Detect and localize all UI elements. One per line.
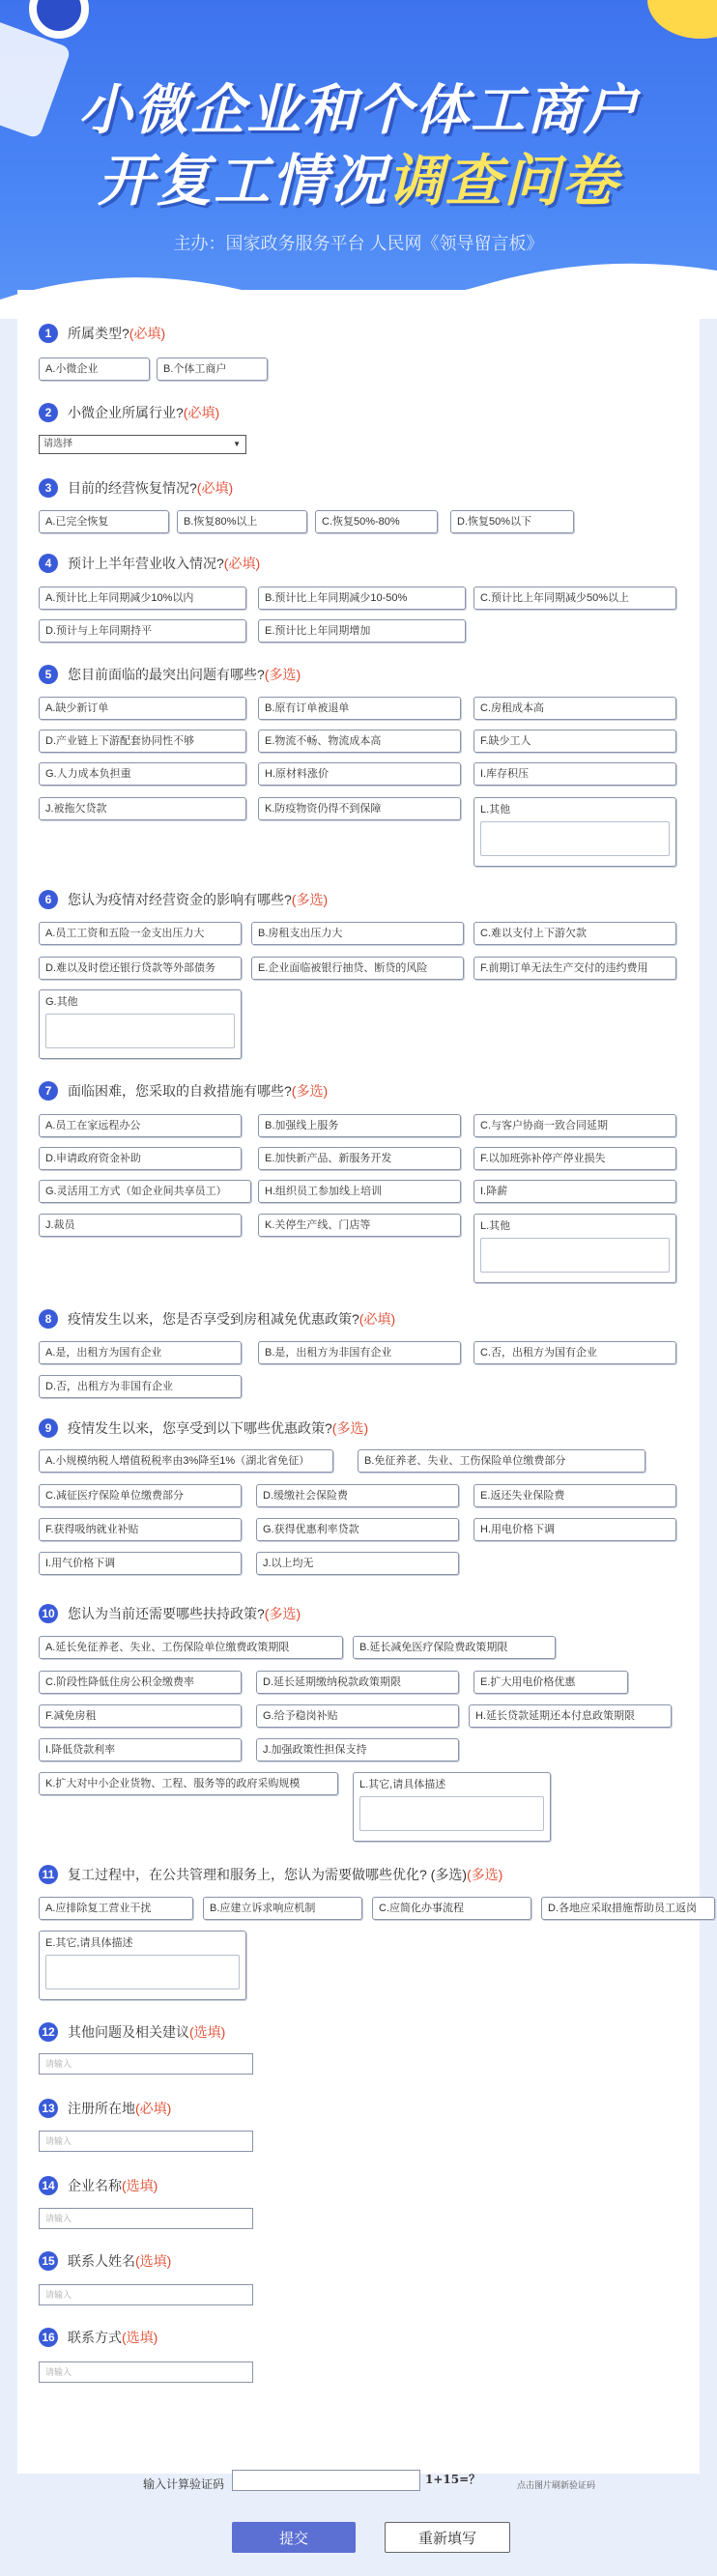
question-16 — [39, 2327, 158, 2348]
industry-select[interactable] — [39, 435, 246, 454]
question-title: 您目前面临的最突出问题有哪些? — [68, 667, 265, 682]
other-textarea[interactable] — [359, 1796, 544, 1831]
header-banner — [0, 0, 717, 319]
option[interactable]: C.房租成本高 — [473, 697, 676, 720]
option[interactable]: B.免征养老、失业、工伤保险单位缴费部分 — [358, 1449, 645, 1473]
option[interactable]: I.降薪 — [473, 1180, 676, 1203]
option[interactable]: G.灵活用工方式（如企业间共享员工） — [39, 1180, 251, 1203]
captcha-input[interactable] — [232, 2470, 420, 2491]
question-15 — [39, 2250, 171, 2272]
option[interactable]: J.裁员 — [39, 1214, 242, 1237]
option[interactable]: G.人力成本负担重 — [39, 762, 246, 786]
option[interactable]: C.预计比上年同期减少50%以上 — [473, 587, 676, 610]
question-tag: (多选) — [291, 1083, 329, 1099]
option[interactable]: K.关停生产线、门店等 — [258, 1214, 461, 1237]
question-number: 6 — [39, 890, 58, 909]
option[interactable]: E.返还失业保险费 — [473, 1484, 676, 1507]
option[interactable]: F.获得吸纳就业补贴 — [39, 1518, 242, 1541]
option[interactable]: I.降低贷款利率 — [39, 1738, 242, 1761]
option[interactable]: A.员工在家远程办公 — [39, 1114, 242, 1137]
question-tag: (选填) — [122, 2330, 158, 2345]
option[interactable]: B.应建立诉求响应机制 — [203, 1897, 362, 1920]
option[interactable]: D.申请政府资金补助 — [39, 1147, 242, 1170]
option-other-label: G.其他 — [45, 996, 78, 1008]
option[interactable]: B.加强线上服务 — [258, 1114, 461, 1137]
option[interactable]: D.各地应采取措施帮助员工返岗 — [541, 1897, 715, 1920]
option[interactable]: D.难以及时偿还银行贷款等外部债务 — [39, 957, 242, 980]
option[interactable]: G.获得优惠利率贷款 — [256, 1518, 459, 1541]
question-9 — [39, 1417, 368, 1439]
question-tag: (必填) — [129, 326, 166, 341]
option[interactable]: C.减征医疗保险单位缴费部分 — [39, 1484, 242, 1507]
question-tag: (多选) — [291, 892, 329, 907]
option[interactable]: B.恢复80%以上 — [177, 510, 307, 533]
option[interactable]: F.前期订单无法生产交付的违约费用 — [473, 957, 676, 980]
option-other-label: E.其它,请具体描述 — [45, 1937, 133, 1949]
question-tag: (必填) — [135, 2101, 172, 2116]
question-1 — [39, 323, 165, 344]
question-title: 小微企业所属行业? — [68, 405, 184, 420]
option[interactable]: D.恢复50%以下 — [450, 510, 574, 533]
question-number: 11 — [39, 1865, 58, 1884]
submit-button[interactable]: 提交 — [232, 2522, 356, 2553]
option-other-label: L.其他 — [480, 1220, 511, 1232]
question-tag: (选填) — [122, 2178, 158, 2193]
option[interactable]: F.缺少工人 — [473, 730, 676, 753]
suggestions-input[interactable]: 请输入 — [39, 2053, 253, 2075]
question-4 — [39, 553, 260, 574]
question-tag: (必填) — [196, 480, 234, 496]
option[interactable]: J.被拖欠贷款 — [39, 797, 246, 820]
question-11 — [39, 1864, 502, 1885]
option[interactable]: G.给予稳岗补贴 — [256, 1704, 459, 1728]
reset-button[interactable]: 重新填写 — [385, 2522, 510, 2553]
option[interactable]: A.延长免征养老、失业、工伤保险单位缴费政策期限 — [39, 1636, 343, 1659]
option[interactable]: D.否，出租方为非国有企业 — [39, 1375, 242, 1398]
option[interactable]: B.预计比上年同期减少10-50% — [258, 587, 466, 610]
option[interactable]: H.延长贷款延期还本付息政策期限 — [469, 1704, 672, 1728]
option[interactable]: C.阶段性降低住房公积金缴费率 — [39, 1671, 242, 1694]
option[interactable]: C.否，出租方为国有企业 — [473, 1341, 676, 1364]
question-tag: (多选) — [331, 1420, 369, 1436]
question-number: 12 — [39, 2022, 58, 2042]
question-6 — [39, 889, 328, 910]
question-10 — [39, 1603, 301, 1624]
select-value: 请选择 — [43, 439, 72, 449]
question-title: 注册所在地 — [68, 2101, 135, 2116]
question-tag: (必填) — [183, 405, 220, 420]
option[interactable]: D.产业链上下游配套协同性不够 — [39, 730, 246, 753]
question-tag: (多选) — [264, 1606, 301, 1621]
option[interactable]: A.员工工资和五险一金支出压力大 — [39, 922, 242, 945]
question-8 — [39, 1308, 395, 1330]
page-title-line1: 小微企业和个体工商户 — [78, 79, 639, 142]
option[interactable]: B.原有订单被退单 — [258, 697, 461, 720]
question-3 — [39, 477, 233, 499]
option[interactable]: I.用气价格下调 — [39, 1552, 242, 1575]
question-5 — [39, 664, 301, 685]
magnifier-icon — [29, 0, 89, 39]
option-other[interactable] — [39, 989, 242, 1059]
location-input[interactable]: 请输入 — [39, 2131, 253, 2152]
option[interactable]: A.应排除复工营业干扰 — [39, 1897, 193, 1920]
option[interactable]: E.加快新产品、新服务开发 — [258, 1147, 461, 1170]
option[interactable]: K.防疫物资仍得不到保障 — [258, 797, 461, 820]
option[interactable]: A.小微企业 — [39, 358, 150, 381]
other-textarea[interactable] — [45, 1955, 240, 1989]
title-part-a: 开复工情况 — [97, 148, 387, 214]
option-other[interactable] — [39, 1931, 246, 2000]
other-textarea[interactable] — [480, 1238, 670, 1273]
other-textarea[interactable] — [45, 1014, 235, 1048]
question-13 — [39, 2098, 171, 2119]
question-12 — [39, 2021, 225, 2043]
question-number: 5 — [39, 665, 58, 684]
question-number: 4 — [39, 554, 58, 573]
option[interactable]: B.是，出租方为非国有企业 — [258, 1341, 461, 1364]
question-tag: (多选) — [467, 1867, 503, 1882]
question-title: 面临困难，您采取的自救措施有哪些? — [68, 1083, 292, 1099]
company-name-input[interactable]: 请输入 — [39, 2208, 253, 2229]
option[interactable]: E.企业面临被银行抽贷、断贷的风险 — [251, 957, 464, 980]
captcha-image[interactable]: 1+15=？ — [425, 2473, 481, 2486]
question-title: 联系人姓名 — [68, 2253, 135, 2269]
question-title: 目前的经营恢复情况? — [68, 480, 197, 496]
question-number: 15 — [39, 2251, 58, 2271]
question-tag: (必填) — [223, 556, 261, 571]
option[interactable]: A.小规模纳税人增值税税率由3%降至1%（湖北省免征） — [39, 1449, 333, 1473]
decor-yellow-circle — [647, 0, 717, 39]
question-number: 10 — [39, 1604, 58, 1623]
question-number: 14 — [39, 2176, 58, 2195]
option-other[interactable] — [353, 1772, 551, 1842]
option[interactable]: H.组织员工参加线上培训 — [258, 1180, 461, 1203]
option[interactable]: B.房租支出压力大 — [251, 922, 464, 945]
question-title: 您认为当前还需要哪些扶持政策? — [68, 1606, 265, 1621]
option[interactable]: A.是，出租方为国有企业 — [39, 1341, 242, 1364]
question-number: 9 — [39, 1418, 58, 1438]
option[interactable]: E.物流不畅、物流成本高 — [258, 730, 461, 753]
question-tag: (多选) — [264, 667, 301, 682]
contact-name-input[interactable]: 请输入 — [39, 2284, 253, 2305]
option-other[interactable] — [473, 797, 676, 867]
question-number: 7 — [39, 1081, 58, 1101]
question-2 — [39, 402, 219, 423]
page-title-line2 — [0, 135, 717, 216]
captcha-label: 输入计算验证码 — [143, 2477, 225, 2491]
option[interactable]: C.应简化办事流程 — [372, 1897, 531, 1920]
option[interactable]: I.库存积压 — [473, 762, 676, 786]
option[interactable]: A.预计比上年同期减少10%以内 — [39, 587, 246, 610]
question-7 — [39, 1080, 328, 1102]
question-number: 8 — [39, 1309, 58, 1329]
option[interactable]: C.难以支付上下游欠款 — [473, 922, 676, 945]
option[interactable]: J.加强政策性担保支持 — [256, 1738, 459, 1761]
option[interactable]: F.减免房租 — [39, 1704, 242, 1728]
question-title: 疫情发生以来，您是否享受到房租减免优惠政策? — [68, 1311, 359, 1327]
question-title: 联系方式 — [68, 2330, 122, 2345]
option[interactable]: C.与客户协商一致合同延期 — [473, 1114, 676, 1137]
question-title: 预计上半年营业收入情况? — [68, 556, 224, 571]
option[interactable]: E.预计比上年同期增加 — [258, 619, 466, 643]
chevron-down-icon: ▼ — [233, 440, 241, 448]
option[interactable]: J.以上均无 — [256, 1552, 459, 1575]
question-number: 2 — [39, 403, 58, 422]
question-number: 13 — [39, 2099, 58, 2118]
option[interactable]: E.扩大用电价格优惠 — [473, 1671, 628, 1694]
question-title: 企业名称 — [68, 2178, 122, 2193]
question-tag: (选填) — [189, 2024, 226, 2040]
question-number: 16 — [39, 2328, 58, 2347]
question-title: 其他问题及相关建议 — [68, 2024, 189, 2040]
question-tag: (必填) — [358, 1311, 396, 1327]
option[interactable]: D.预计与上年同期持平 — [39, 619, 246, 643]
sponsor-text: 主办：国家政务服务平台 人民网《领导留言板》 — [173, 234, 544, 253]
option[interactable]: C.恢复50%-80% — [315, 510, 438, 533]
option[interactable]: A.已完全恢复 — [39, 510, 169, 533]
question-title: 您认为疫情对经营资金的影响有哪些? — [68, 892, 292, 907]
option[interactable]: H.原材料涨价 — [258, 762, 461, 786]
option[interactable]: H.用电价格下调 — [473, 1518, 676, 1541]
option[interactable]: D.延长延期缴纳税款政策期限 — [256, 1671, 459, 1694]
question-number: 1 — [39, 324, 58, 343]
question-title: 所属类型? — [68, 326, 129, 341]
question-title: 疫情发生以来，您享受到以下哪些优惠政策? — [68, 1420, 332, 1436]
option-other-label: L.其他 — [480, 804, 511, 816]
question-14 — [39, 2175, 158, 2196]
captcha-refresh-hint[interactable]: 点击图片刷新验证码 — [517, 2480, 596, 2490]
option[interactable]: D.缓缴社会保险费 — [256, 1484, 459, 1507]
contact-info-input[interactable]: 请输入 — [39, 2361, 253, 2383]
option-other[interactable] — [473, 1214, 676, 1283]
option-other-label: L.其它,请具体描述 — [359, 1779, 446, 1790]
question-title: 复工过程中，在公共管理和服务上，您认为需要做哪些优化? (多选) — [68, 1867, 467, 1882]
option[interactable]: A.缺少新订单 — [39, 697, 246, 720]
option[interactable]: B.个体工商户 — [157, 358, 268, 381]
question-tag: (选填) — [135, 2253, 172, 2269]
other-textarea[interactable] — [480, 821, 670, 856]
question-number: 3 — [39, 478, 58, 498]
title-part-b: 调查问卷 — [387, 148, 620, 214]
option[interactable]: B.延长减免医疗保险费政策期限 — [353, 1636, 556, 1659]
option[interactable]: K.扩大对中小企业货物、工程、服务等的政府采购规模 — [39, 1772, 338, 1795]
option[interactable]: F.以加班弥补停产停业损失 — [473, 1147, 676, 1170]
